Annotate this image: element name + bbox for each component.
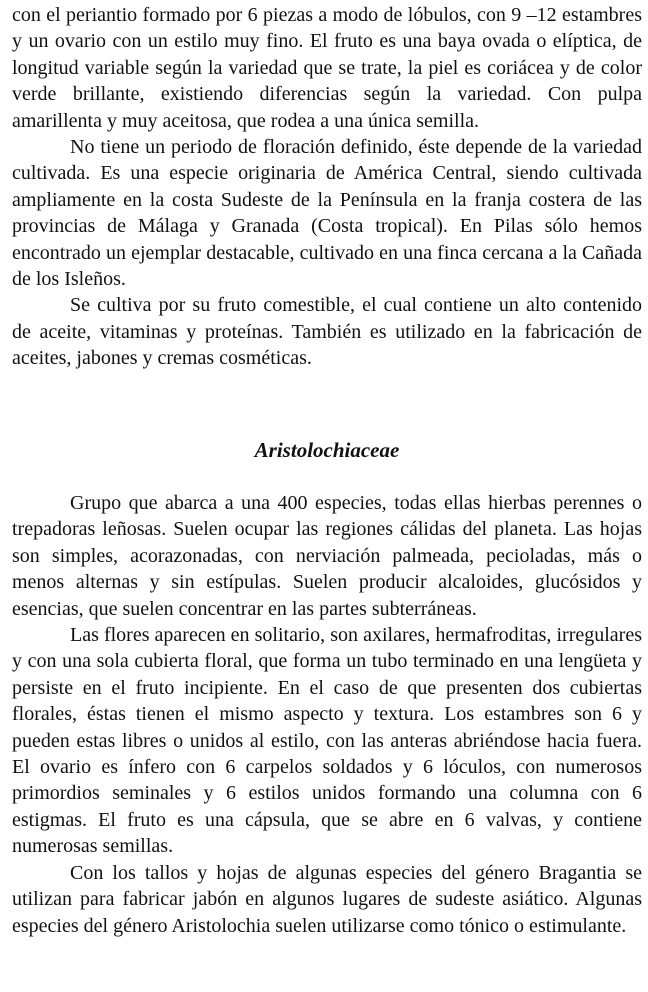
- section-text-block: [12, 490, 642, 939]
- paragraph: con el periantio formado por 6 piezas a modo de lóbulos, con 9 –12 estambres y un ovario con un estilo muy fino. El fruto es una baya ovada o elíptica, de longitud variable según la variedad que se trate, la piel es coriácea y de color verde brillante, existiendo diferencias según la variedad. Con pulpa amarillenta y muy aceitosa, que rodea a una única semilla.: [12, 4, 642, 132]
- paragraph: Las flores aparecen en solitario, son axilares, hermafroditas, irregulares y con una sola cubierta floral, que forma un tubo terminado en una lengüeta y persiste en el fruto incipiente. En el caso de que presenten dos cubiertas florales, éstas tienen el mismo aspecto y textura. Los estambres son 6 y pueden estas libres o unidos al estilo, con las anteras abriéndose hacia fuera. El ovario es ínfero con 6 carpelos soldados y 6 lóculos, con numerosos primordios seminales y 6 estilos unidos formando una columna con 6 estigmas. El fruto es una cápsula, que se abre en 6 valvas, y contiene numerosas semillas.: [12, 624, 642, 858]
- paragraph: Se cultiva por su fruto comestible, el cual contiene un alto contenido de aceite, vitaminas y proteínas. También es utilizado en la fabricación de aceites, jabones y cremas cosméticas.: [12, 294, 642, 370]
- section-heading-wrap: [12, 437, 642, 463]
- paragraph: Grupo que abarca a una 400 especies, todas ellas hierbas perennes o trepadoras leñosas. Suelen ocupar las regiones cálidas del planeta. Las hojas son simples, acorazonadas, con nerviación palmeada, pecioladas, más o menos alternas y sin estípulas. Suelen producir alcaloides, glucósidos y esencias, que suelen concentrar en las partes subterráneas.: [12, 492, 642, 620]
- intro-text-block: [12, 2, 642, 372]
- section-title: Aristolochiaceae: [254, 438, 400, 462]
- paragraph: No tiene un periodo de floración definido, éste depende de la variedad cultivada. Es una especie originaria de América Central, siendo cultivada ampliamente en la costa Sudeste de la Península en la franja costera de las provincias de Málaga y Granada (Costa tropical). En Pilas sólo hemos encontrado un ejemplar destacable, cultivado en una finca cercana a la Cañada de los Isleños.: [12, 136, 642, 291]
- paragraph: Con los tallos y hojas de algunas especies del género Bragantia se utilizan para fabricar jabón en algunos lugares de sudeste asiático. Algunas especies del género Aristolochia suelen utilizarse como tónico o estimulante.: [12, 861, 642, 937]
